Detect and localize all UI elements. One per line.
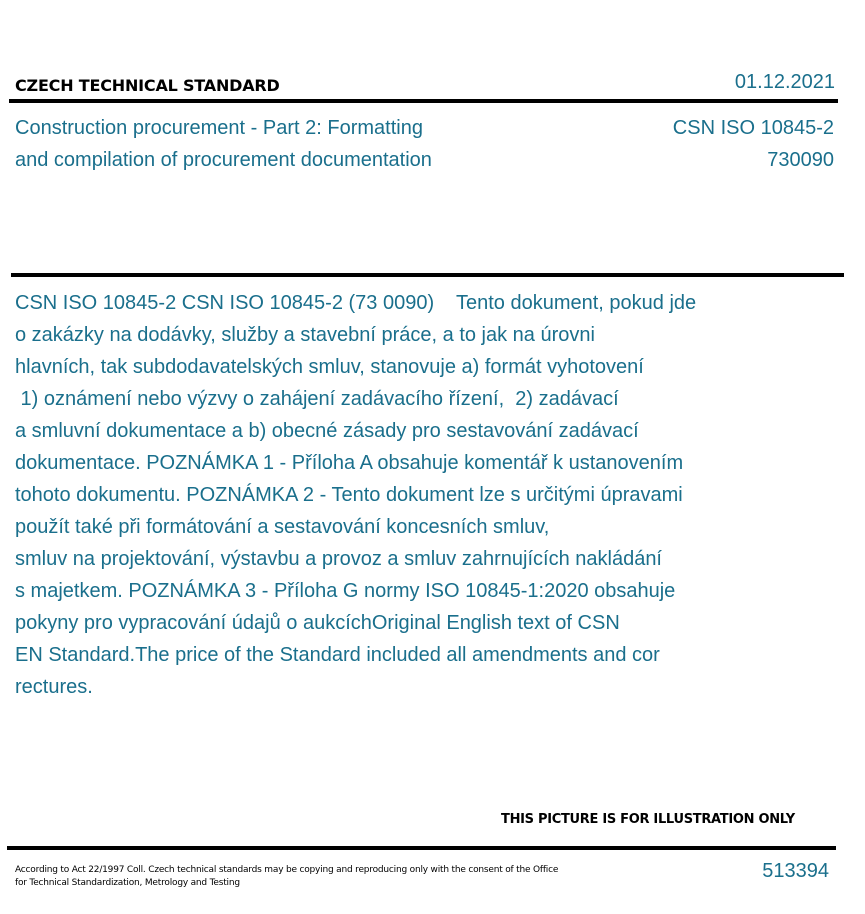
header-rule: [9, 99, 838, 103]
abstract-line: 1) oznámení nebo výzvy o zahájení zadávacího řízení, 2) zadávací: [15, 388, 619, 410]
abstract-line: hlavních, tak subdodavatelských smluv, stanovuje a) formát vyhotovení: [15, 356, 644, 378]
standard-title-line: Construction procurement - Part 2: Formatting: [15, 117, 423, 139]
abstract-line: pokyny pro vypracování údajů o aukcíchOriginal English text of CSN: [15, 612, 620, 634]
abstract-line: smluv na projektování, výstavbu a provoz a smluv zahrnujících nakládání: [15, 548, 662, 570]
catalog-number: 513394: [762, 860, 829, 882]
abstract-line: o zakázky na dodávky, služby a stavební práce, a to jak na úrovni: [15, 324, 595, 346]
abstract-line: s majetkem. POZNÁMKA 3 - Příloha G normy ISO 10845-1:2020 obsahuje: [15, 580, 676, 602]
abstract-line: a smluvní dokumentace a b) obecné zásady pro sestavování zadávací: [15, 420, 639, 442]
standard-number: CSN ISO 10845-2: [672, 117, 834, 139]
standard-title: [15, 112, 575, 176]
abstract-line: EN Standard.The price of the Standard included all amendments and cor: [15, 644, 660, 666]
footer-rule: [7, 846, 836, 850]
abstract-line: rectures.: [15, 676, 93, 698]
standard-type-label: CZECH TECHNICAL STANDARD: [15, 76, 280, 95]
classification-number: 730090: [767, 149, 834, 171]
abstract-text: [15, 287, 775, 703]
legal-notice-line: According to Act 22/1997 Coll. Czech technical standards may be copying and reproducing only with the consent of the Office: [15, 865, 559, 875]
abstract-line: CSN ISO 10845-2 CSN ISO 10845-2 (73 0090) Tento dokument, pokud jde: [15, 292, 697, 314]
illustration-disclaimer: THIS PICTURE IS FOR ILLUSTRATION ONLY: [501, 812, 795, 827]
legal-notice-line: for Technical Standardization, Metrology and Testing: [15, 878, 240, 888]
legal-notice: [15, 864, 615, 890]
standard-title-line: and compilation of procurement documentation: [15, 149, 432, 171]
standard-codes: [673, 112, 834, 176]
section-rule: [11, 273, 844, 277]
publication-date: 01.12.2021: [734, 71, 835, 93]
abstract-line: dokumentace. POZNÁMKA 1 - Příloha A obsahuje komentář k ustanovením: [15, 452, 684, 474]
abstract-line: použít také při formátování a sestavování koncesních smluv,: [15, 516, 550, 538]
abstract-line: tohoto dokumentu. POZNÁMKA 2 - Tento dokument lze s určitými úpravami: [15, 484, 683, 506]
